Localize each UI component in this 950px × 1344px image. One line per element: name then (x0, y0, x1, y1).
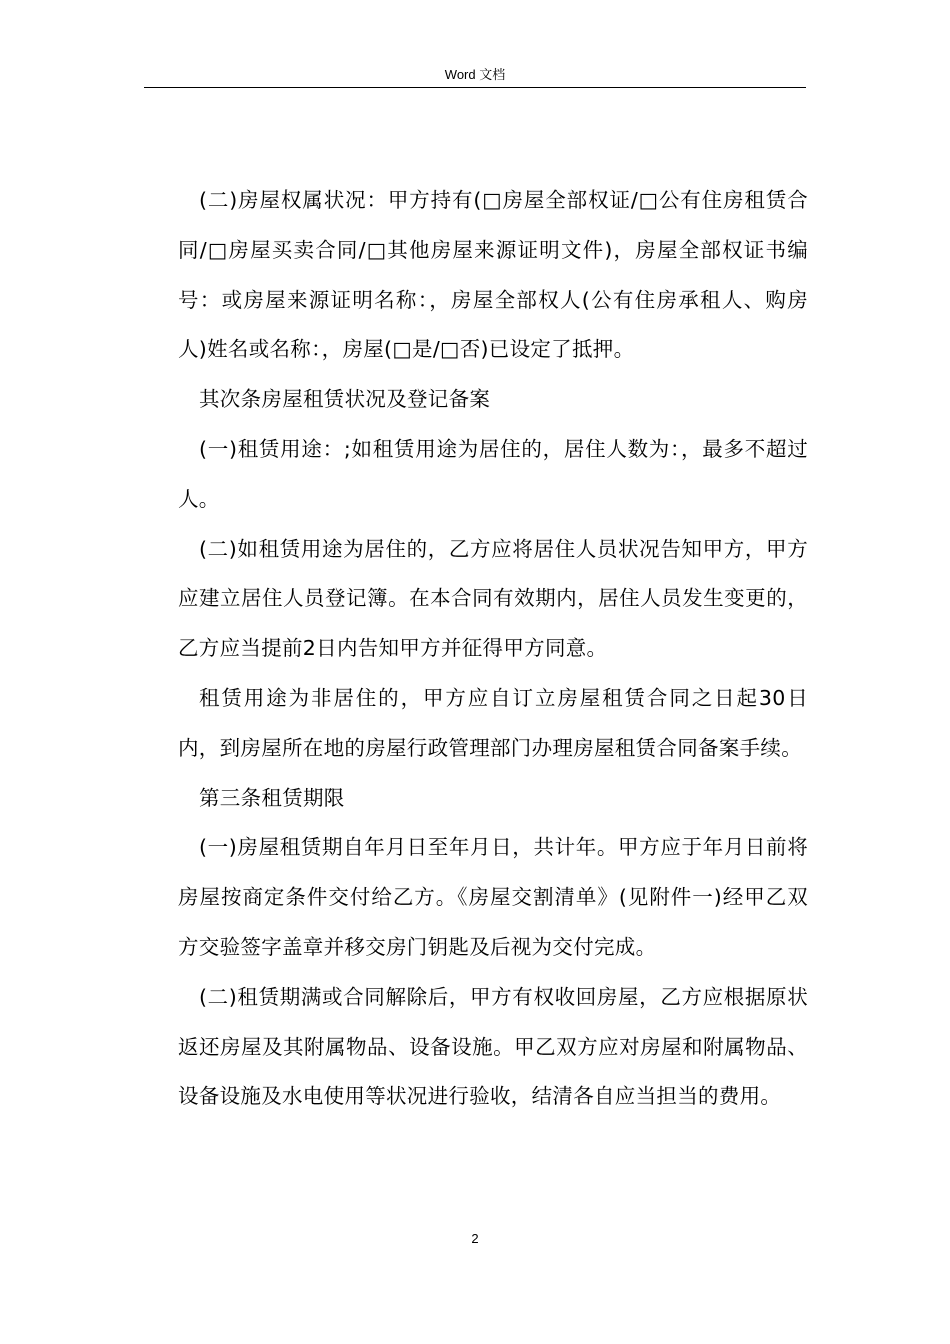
clause-heading-third: 第三条租赁期限 (199, 785, 345, 810)
paragraph-property-ownership: (二)房屋权属状况：甲方持有(□房屋全部权证/□公有住房租赁合同/□房屋买卖合同/□其他房屋来源证明文件)，房屋全部权证书编号：或房屋来源证明名称：，房屋全部权人(公有住房承租人、购房人)姓名或名称：，房屋(□是/□否)已设定了抵押。 (178, 188, 808, 362)
header-divider (144, 87, 806, 88)
clause-heading-second: 其次条房屋租赁状况及登记备案 (199, 387, 491, 412)
document-body (178, 176, 808, 1122)
header-title: Word 文档 (444, 67, 506, 82)
page-number: 2 (471, 1231, 479, 1246)
paragraph-lease-expiry: (二)租赁期满或合同解除后，甲方有权收回房屋，乙方应根据原状返还房屋及其附属物品、设备设施。甲乙双方应对房屋和附属物品、设备设施及水电使用等状况进行验收，结清各自应当担当的费用。 (178, 984, 808, 1109)
paragraph-lease-term: (一)房屋租赁期自年月日至年月日，共计年。甲方应于年月日前将房屋按商定条件交付给乙方。《房屋交割清单》(见附件一)经甲乙双方交验签字盖章并移交房门钥匙及后视为交付完成。 (178, 835, 808, 959)
paragraph-lease-purpose: (一)租赁用途：;如租赁用途为居住的，居住人数为：，最多不超过人。 (178, 436, 808, 511)
paragraph-non-residential-filing: 租赁用途为非居住的，甲方应自订立房屋租赁合同之日起30日内，到房屋所在地的房屋行政管理部门办理房屋租赁合同备案手续。 (178, 685, 808, 760)
paragraph-residents-registration: (二)如租赁用途为居住的，乙方应将居住人员状况告知甲方，甲方应建立居住人员登记簿。在本合同有效期内，居住人员发生变更的，乙方应当提前2日内告知甲方并征得甲方同意。 (178, 536, 808, 661)
